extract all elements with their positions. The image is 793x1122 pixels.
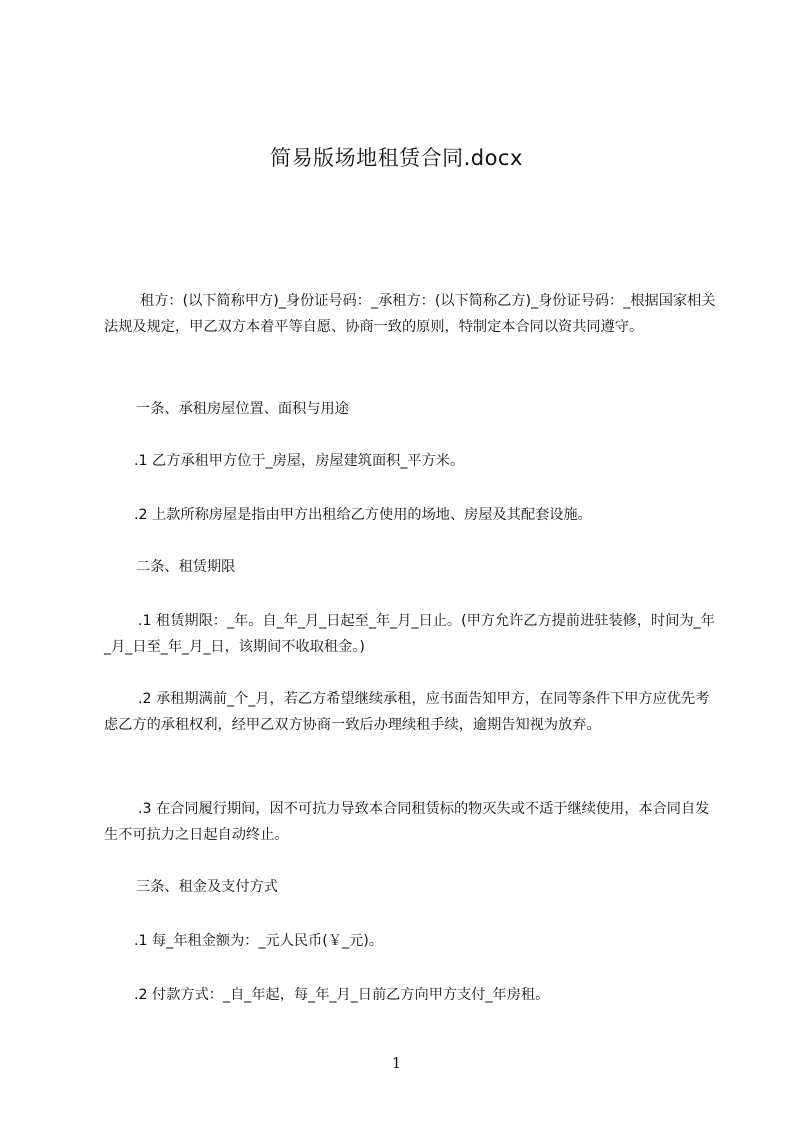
- document-title: 简易版场地租赁合同.docx: [270, 146, 523, 170]
- section-3-clause-1: .1 每_年租金额为：_元人民币(￥_元)。: [134, 933, 384, 949]
- section-1-heading: 一条、承租房屋位置、面积与用途: [136, 401, 349, 417]
- page-number: 1: [391, 1054, 402, 1072]
- section-2-clause-1: .1 租赁期限：_年。自_年_月_日起至_年_月_日止。(甲方允许乙方提前进驻装修，时间为_年_月_日至_年_月_日，该期间不收取租金。): [104, 613, 715, 655]
- section-2-clause-2: .2 承租期满前_个_月，若乙方希望继续承租，应书面告知甲方，在同等条件下甲方应优先考虑乙方的承租权利，经甲乙双方协商一致后办理续租手续，逾期告知视为放弃。: [104, 691, 710, 733]
- section-3-heading: 三条、租金及支付方式: [136, 879, 278, 895]
- section-2-heading: 二条、租赁期限: [136, 559, 236, 575]
- section-1-clause-2: .2 上款所称房屋是指由甲方出租给乙方使用的场地、房屋及其配套设施。: [134, 507, 592, 523]
- intro-paragraph: 租方：(以下简称甲方)_身份证号码：_承租方：(以下简称乙方)_身份证号码：_根据国家相关法规及规定，甲乙双方本着平等自愿、协商一致的原则，特制定本合同以资共同遵守。: [104, 293, 716, 335]
- section-3-clause-2: .2 付款方式：_自_年起，每_年_月_日前乙方向甲方支付_年房租。: [134, 987, 550, 1003]
- section-2-clause-3: .3 在合同履行期间，因不可抗力导致本合同租赁标的物灭失或不适于继续使用，本合同自发生不可抗力之日起自动终止。: [104, 801, 710, 843]
- section-1-clause-1: .1 乙方承租甲方位于_房屋，房屋建筑面积_平方米。: [134, 453, 465, 469]
